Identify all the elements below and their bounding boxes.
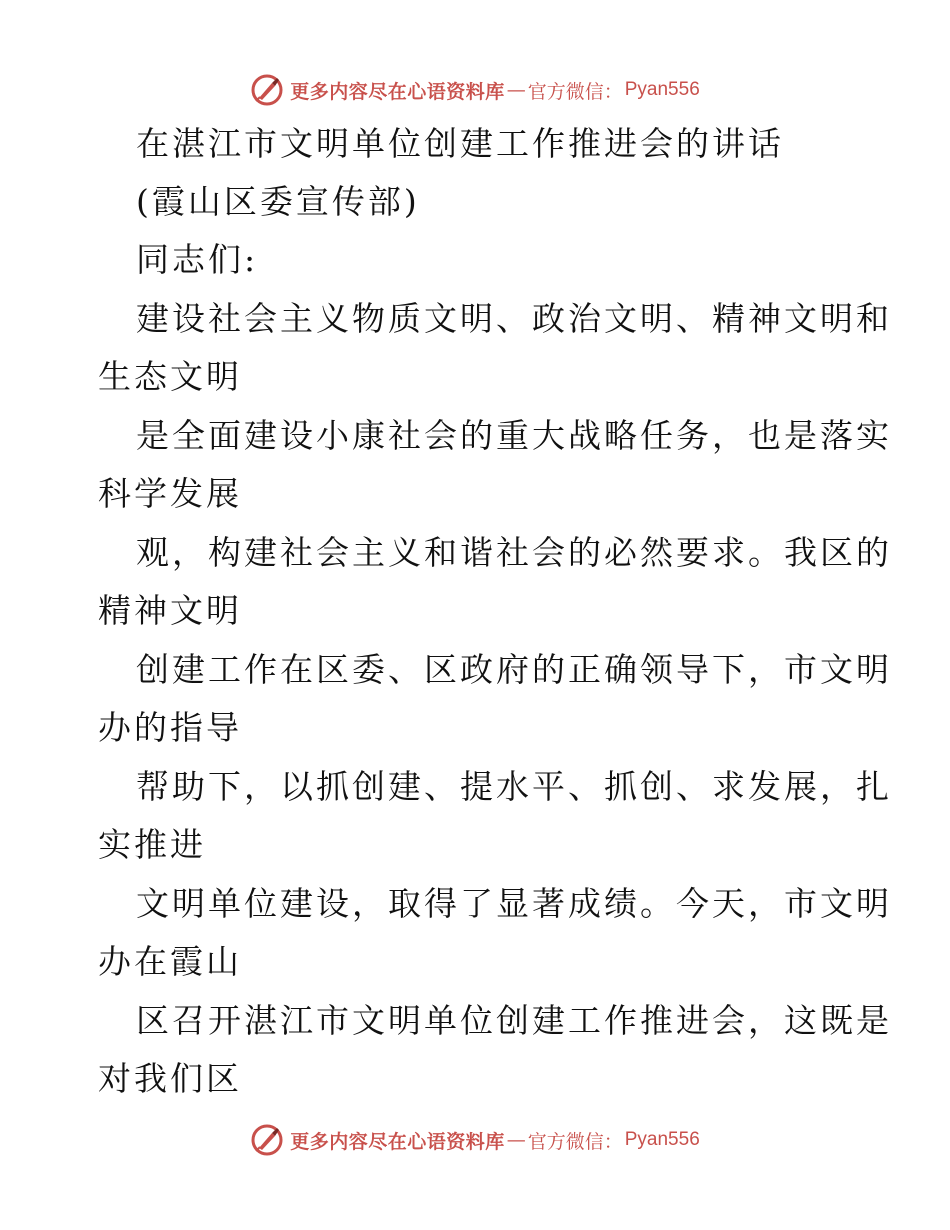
- paragraph-line: 精神文明: [98, 591, 242, 630]
- banner-dash: —: [506, 1129, 526, 1151]
- banner-wechat-id: Pyan556: [624, 79, 700, 100]
- salutation: 同志们:: [136, 240, 259, 279]
- banner-wechat-label: 官方微信：: [527, 1130, 623, 1153]
- banner-slogan: 更多内容尽在心语资料库: [290, 1130, 505, 1153]
- paragraph-line: 创建工作在区委、区政府的正确领导下，市文明: [136, 650, 892, 689]
- banner-wechat-label: 官方微信：: [527, 80, 623, 103]
- paragraph-line: 对我们区: [98, 1059, 242, 1098]
- paragraph-line: 办的指导: [98, 708, 242, 747]
- paragraph-line: 建设社会主义物质文明、政治文明、精神文明和: [136, 299, 892, 338]
- document-title: 在湛江市文明单位创建工作推进会的讲话: [136, 124, 784, 163]
- paragraph-line: 实推进: [98, 825, 206, 864]
- paragraph-line: 文明单位建设，取得了显著成绩。今天，市文明: [136, 884, 892, 923]
- document-author: (霞山区委宣传部): [136, 182, 420, 221]
- banner-dash: —: [506, 79, 526, 101]
- paragraph-line: 是全面建设小康社会的重大战略任务，也是落实: [136, 416, 892, 455]
- quill-pen-icon: [250, 1123, 284, 1157]
- paragraph-line: 区召开湛江市文明单位创建工作推进会，这既是: [136, 1001, 892, 1040]
- quill-pen-icon: [250, 73, 284, 107]
- paragraph-line: 办在霞山: [98, 942, 242, 981]
- paragraph-line: 生态文明: [98, 357, 242, 396]
- paragraph-line: 科学发展: [98, 474, 242, 513]
- banner-slogan: 更多内容尽在心语资料库: [290, 80, 505, 103]
- footer-banner: [0, 1120, 950, 1160]
- paragraph-line: 观，构建社会主义和谐社会的必然要求。我区的: [136, 533, 892, 572]
- paragraph-line: 帮助下，以抓创建、提水平、抓创、求发展，扎: [136, 767, 892, 806]
- header-banner: [0, 70, 950, 110]
- banner-wechat-id: Pyan556: [624, 1129, 700, 1150]
